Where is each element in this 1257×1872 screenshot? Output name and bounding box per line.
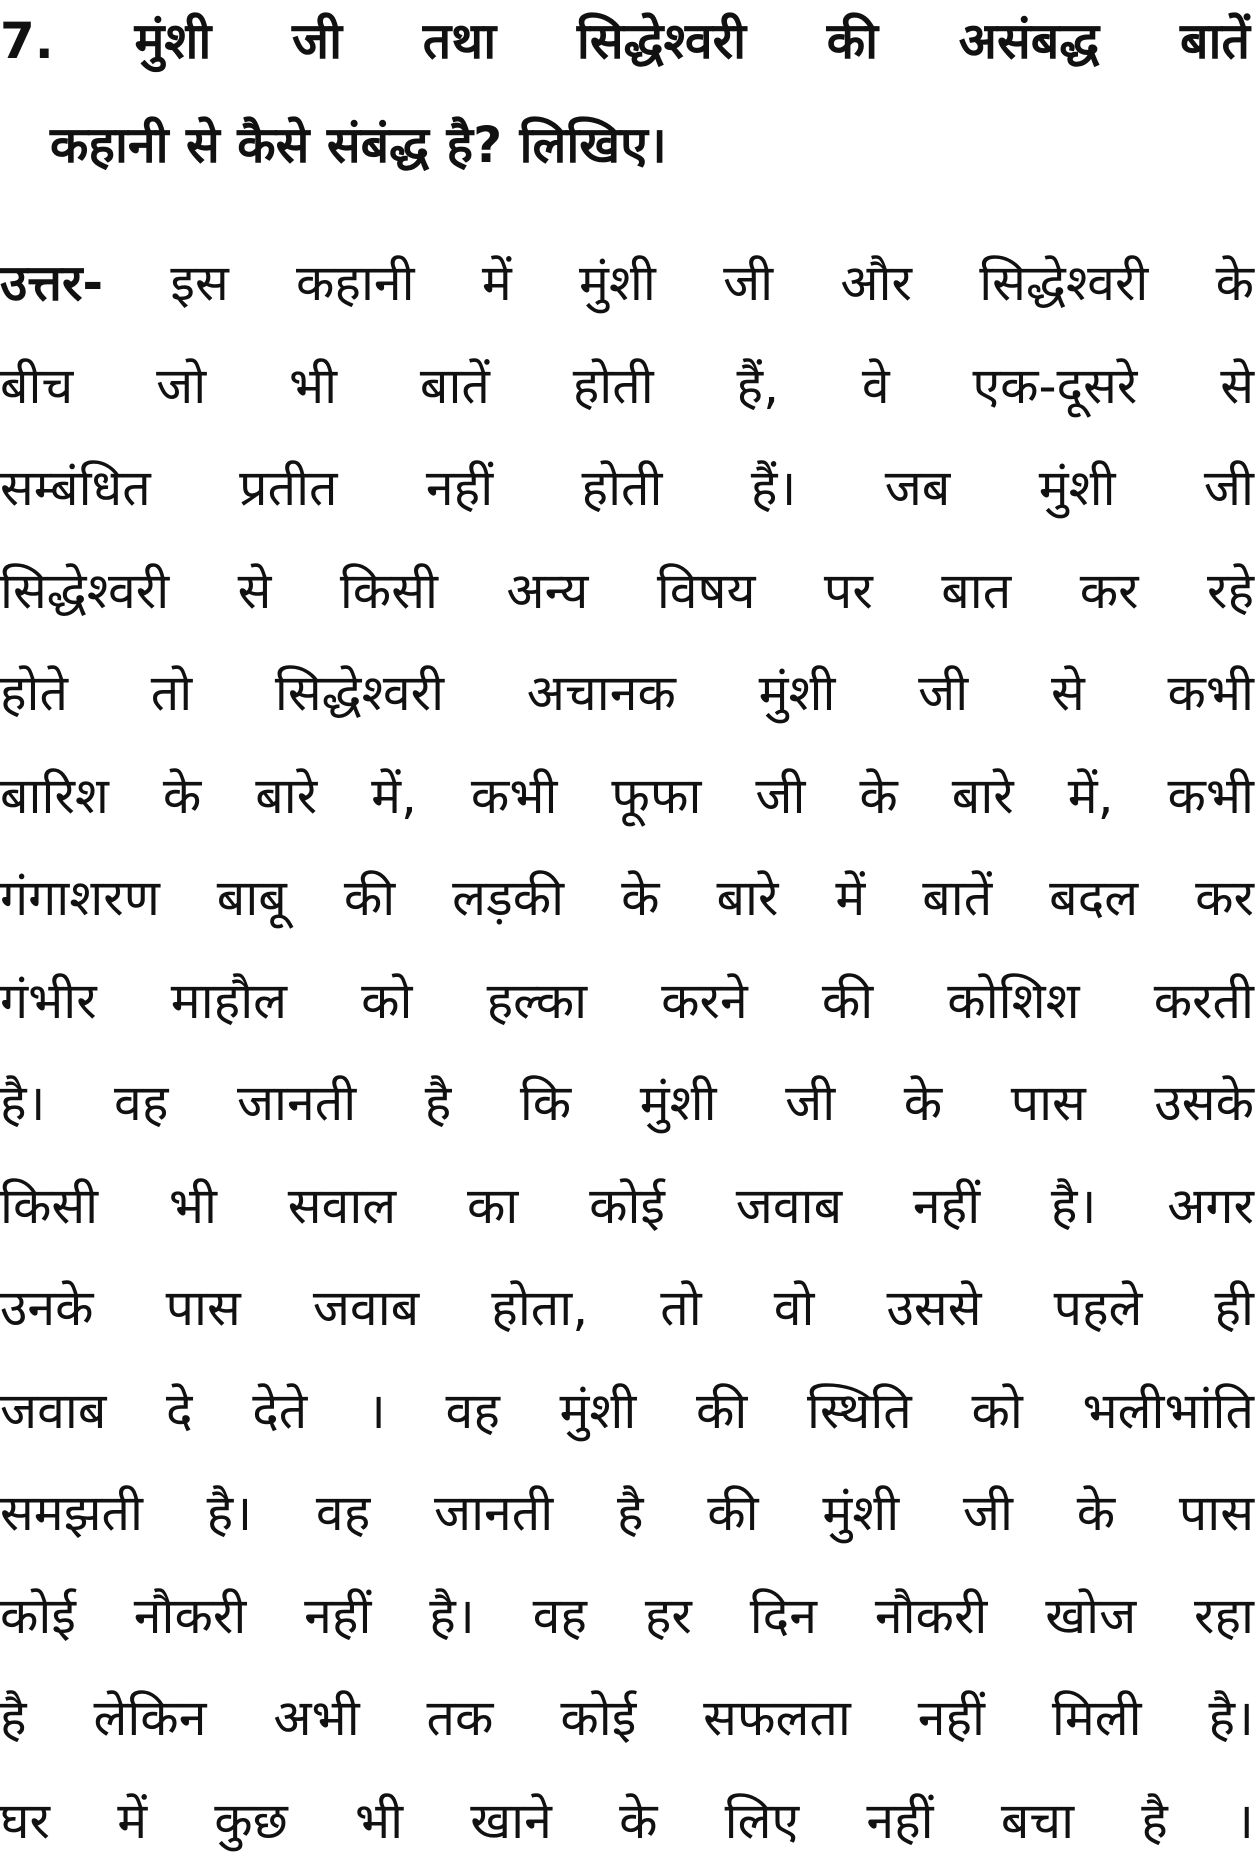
answer-line: बीच जो भी बातें होती हैं, वे एक-दूसरे से bbox=[0, 335, 1254, 438]
answer-line: गंगाशरण बाबू की लड़की के बारे में बातें बदल कर bbox=[0, 847, 1254, 950]
answer-line: गंभीर माहौल को हल्का करने की कोशिश करती bbox=[0, 950, 1254, 1053]
answer-line: है। वह जानती है कि मुंशी जी के पास उसके bbox=[0, 1052, 1254, 1155]
answer-line: है लेकिन अभी तक कोई सफलता नहीं मिली है। bbox=[0, 1667, 1254, 1770]
answer-line: सिद्धेश्वरी से किसी अन्य विषय पर बात कर रहे bbox=[0, 540, 1254, 643]
answer-block bbox=[0, 232, 1254, 1872]
answer-line: किसी भी सवाल का कोई जवाब नहीं है। अगर bbox=[0, 1155, 1254, 1258]
question-line-1 bbox=[0, 0, 1250, 104]
answer-line: उनके पास जवाब होता, तो वो उससे पहले ही bbox=[0, 1257, 1254, 1360]
answer-line: बारिश के बारे में, कभी फूफा जी के बारे में, कभी bbox=[0, 745, 1254, 848]
answer-line: कोई नौकरी नहीं है। वह हर दिन नौकरी खोज रहा bbox=[0, 1565, 1254, 1668]
answer-line: घर में कुछ भी खाने के लिए नहीं बचा है । bbox=[0, 1770, 1254, 1872]
answer-label: उत्तर- bbox=[0, 254, 103, 312]
answer-line: होते तो सिद्धेश्वरी अचानक मुंशी जी से कभी bbox=[0, 642, 1254, 745]
question-text-line-2: कहानी से कैसे संबंद्ध है? लिखिए। bbox=[0, 104, 1250, 208]
answer-line: समझती है। वह जानती है की मुंशी जी के पास bbox=[0, 1462, 1254, 1565]
question-text-line-1: मुंशी जी तथा सिद्धेश्वरी की असंबद्ध बातें bbox=[135, 12, 1250, 70]
answer-line bbox=[0, 232, 1254, 335]
answer-line: सम्बंधित प्रतीत नहीं होती हैं। जब मुंशी जी bbox=[0, 437, 1254, 540]
answer-line: जवाब दे देते । वह मुंशी की स्थिति को भलीभांति bbox=[0, 1360, 1254, 1463]
answer-first-line-text: इस कहानी में मुंशी जी और सिद्धेश्वरी के bbox=[170, 254, 1254, 312]
question-number: 7. bbox=[0, 12, 54, 70]
question-block bbox=[0, 0, 1250, 208]
